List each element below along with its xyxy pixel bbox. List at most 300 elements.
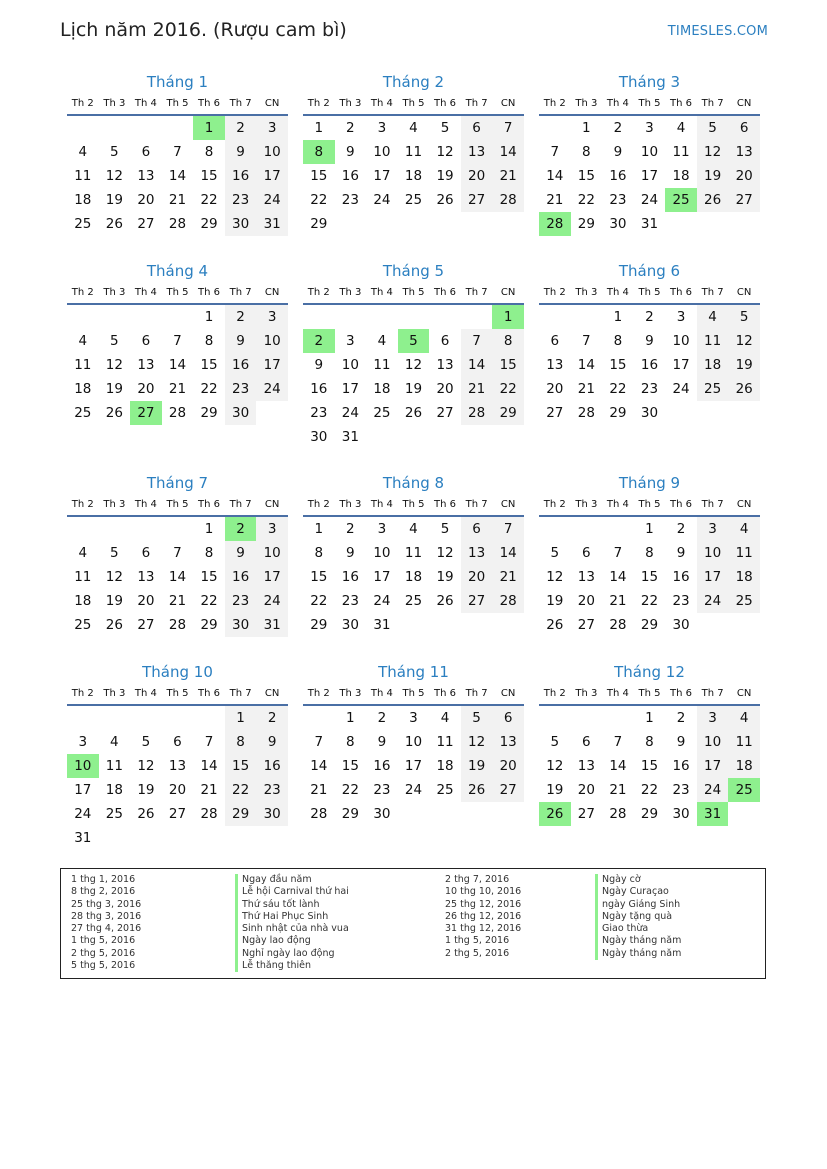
day-cell: 8 bbox=[613, 333, 623, 349]
day-cell: 18 bbox=[697, 353, 729, 377]
weekday-label: Th 3 bbox=[339, 499, 362, 510]
page-header bbox=[60, 19, 768, 47]
day-cell: 19 bbox=[461, 754, 493, 778]
day-cell: 9 bbox=[314, 357, 324, 373]
day-cell: 25 bbox=[373, 405, 391, 421]
empty-cell bbox=[429, 305, 461, 329]
day-cell: 21 bbox=[492, 565, 524, 589]
day-cell: 10 bbox=[697, 730, 729, 754]
day-cell: 28 bbox=[609, 806, 627, 822]
day-cell: 18 bbox=[728, 754, 760, 778]
day-cell: 10 bbox=[256, 541, 288, 565]
empty-cell bbox=[193, 826, 225, 850]
weekday-label: Th 6 bbox=[670, 98, 693, 109]
empty-cell bbox=[539, 706, 571, 730]
day-cell: 28 bbox=[200, 806, 218, 822]
day-cell: 23 bbox=[256, 778, 288, 802]
empty-cell bbox=[256, 826, 288, 850]
day-cell: 30 bbox=[310, 429, 328, 445]
weekday-label: CN bbox=[736, 688, 752, 699]
weekday-label: Th 7 bbox=[701, 98, 724, 109]
day-cell: 26 bbox=[436, 192, 454, 208]
holiday-day-cell: 25 bbox=[728, 778, 760, 802]
day-cell: 17 bbox=[256, 353, 288, 377]
page-title: Lịch năm 2016. (Rượu cam bì) bbox=[60, 19, 347, 41]
month-block bbox=[303, 663, 524, 826]
day-cell: 18 bbox=[672, 168, 690, 184]
day-cell: 29 bbox=[310, 216, 328, 232]
day-cell: 25 bbox=[728, 589, 760, 613]
day-cell: 20 bbox=[137, 192, 155, 208]
weekday-header bbox=[539, 496, 760, 517]
day-cell: 4 bbox=[728, 706, 760, 730]
day-cell: 23 bbox=[640, 381, 659, 397]
day-cell: 4 bbox=[728, 517, 760, 541]
day-cell: 12 bbox=[728, 329, 760, 353]
day-cell: 13 bbox=[728, 140, 760, 164]
day-cell: 15 bbox=[200, 357, 218, 373]
legend-date: 31 thg 12, 2016 bbox=[445, 923, 522, 935]
month-block bbox=[539, 73, 760, 236]
day-cell: 15 bbox=[200, 168, 218, 184]
day-cell: 20 bbox=[137, 381, 155, 397]
day-grid bbox=[303, 517, 524, 637]
day-cell: 15 bbox=[640, 758, 659, 774]
day-cell: 11 bbox=[672, 144, 690, 160]
day-cell: 18 bbox=[404, 569, 423, 585]
day-cell: 11 bbox=[74, 168, 92, 184]
weekday-label: Th 3 bbox=[339, 98, 362, 109]
day-cell: 27 bbox=[436, 405, 454, 421]
day-cell: 30 bbox=[225, 401, 257, 425]
weekday-label: Th 2 bbox=[543, 287, 566, 298]
weekday-label: Th 6 bbox=[434, 499, 457, 510]
month-block bbox=[67, 663, 288, 850]
weekday-label: Th 4 bbox=[606, 499, 629, 510]
day-cell: 9 bbox=[377, 734, 387, 750]
day-cell: 28 bbox=[609, 617, 627, 633]
empty-cell bbox=[99, 305, 131, 329]
day-cell: 14 bbox=[168, 168, 187, 184]
day-cell: 24 bbox=[256, 377, 288, 401]
day-cell: 12 bbox=[436, 144, 454, 160]
day-cell: 11 bbox=[728, 541, 760, 565]
month-block bbox=[303, 262, 524, 449]
day-cell: 16 bbox=[256, 754, 288, 778]
weekday-label: Th 4 bbox=[606, 688, 629, 699]
holiday-day-cell: 8 bbox=[303, 140, 335, 164]
weekday-label: Th 7 bbox=[701, 499, 724, 510]
weekday-label: Th 6 bbox=[198, 688, 221, 699]
day-cell: 11 bbox=[436, 734, 454, 750]
day-cell: 30 bbox=[225, 212, 257, 236]
day-cell: 19 bbox=[697, 164, 729, 188]
day-cell: 20 bbox=[728, 164, 760, 188]
weekday-label: Th 2 bbox=[71, 688, 94, 699]
day-cell: 4 bbox=[440, 710, 450, 726]
day-cell: 4 bbox=[110, 734, 119, 750]
weekday-label: Th 7 bbox=[229, 287, 252, 298]
day-cell: 3 bbox=[409, 710, 418, 726]
weekday-label: Th 6 bbox=[198, 499, 221, 510]
day-cell: 12 bbox=[105, 357, 123, 373]
day-cell: 9 bbox=[225, 541, 257, 565]
month-block bbox=[67, 73, 288, 236]
weekday-label: Th 2 bbox=[307, 98, 330, 109]
weekday-header bbox=[539, 95, 760, 116]
day-cell: 20 bbox=[461, 565, 493, 589]
day-cell: 18 bbox=[74, 381, 92, 397]
weekday-header bbox=[539, 685, 760, 706]
weekday-label: Th 2 bbox=[543, 98, 566, 109]
day-cell: 30 bbox=[640, 405, 659, 421]
day-cell: 10 bbox=[404, 734, 423, 750]
day-cell: 22 bbox=[225, 778, 257, 802]
day-cell: 21 bbox=[168, 593, 187, 609]
day-cell: 29 bbox=[200, 617, 218, 633]
weekday-label: Th 5 bbox=[166, 688, 189, 699]
weekday-label: Th 4 bbox=[370, 98, 393, 109]
day-cell: 12 bbox=[546, 758, 564, 774]
day-cell: 19 bbox=[436, 569, 454, 585]
day-cell: 16 bbox=[640, 357, 659, 373]
empty-cell bbox=[67, 305, 99, 329]
day-cell: 28 bbox=[168, 617, 187, 633]
weekday-label: Th 4 bbox=[134, 287, 157, 298]
empty-cell bbox=[398, 802, 430, 826]
day-cell: 14 bbox=[492, 140, 524, 164]
day-cell: 29 bbox=[310, 617, 328, 633]
day-cell: 9 bbox=[613, 144, 623, 160]
day-cell: 5 bbox=[550, 545, 560, 561]
holiday-legend bbox=[60, 868, 766, 979]
day-cell: 23 bbox=[225, 377, 257, 401]
day-cell: 20 bbox=[137, 593, 155, 609]
day-cell: 3 bbox=[377, 120, 387, 136]
day-cell: 8 bbox=[645, 545, 654, 561]
legend-holiday-name: ngày Giáng Sinh bbox=[595, 899, 681, 911]
day-cell: 11 bbox=[74, 569, 92, 585]
month-block bbox=[539, 262, 760, 425]
day-cell: 30 bbox=[225, 613, 257, 637]
day-cell: 26 bbox=[697, 188, 729, 212]
legend-date: 2 thg 7, 2016 bbox=[445, 874, 510, 885]
legend-holiday-name: Ngày cờ bbox=[595, 874, 681, 886]
day-cell: 11 bbox=[728, 730, 760, 754]
weekday-label: Th 2 bbox=[71, 98, 94, 109]
empty-cell bbox=[665, 212, 697, 236]
legend-holiday-name: Ngày lao động bbox=[235, 935, 349, 947]
weekday-label: Th 4 bbox=[370, 287, 393, 298]
day-grid bbox=[539, 706, 760, 826]
weekday-label: Th 7 bbox=[229, 499, 252, 510]
day-cell: 26 bbox=[436, 593, 454, 609]
day-cell: 27 bbox=[577, 806, 595, 822]
day-cell: 20 bbox=[577, 593, 595, 609]
day-cell: 14 bbox=[461, 353, 493, 377]
day-cell: 5 bbox=[141, 734, 151, 750]
day-cell: 5 bbox=[550, 734, 560, 750]
day-cell: 24 bbox=[373, 593, 391, 609]
day-cell: 16 bbox=[341, 569, 359, 585]
day-cell: 27 bbox=[577, 617, 595, 633]
day-cell: 2 bbox=[613, 120, 623, 136]
day-cell: 13 bbox=[492, 730, 524, 754]
weekday-label: Th 4 bbox=[606, 98, 629, 109]
day-cell: 25 bbox=[404, 593, 423, 609]
day-cell: 29 bbox=[492, 401, 524, 425]
weekday-label: Th 7 bbox=[465, 688, 488, 699]
day-cell: 14 bbox=[168, 569, 187, 585]
holiday-day-cell: 1 bbox=[193, 116, 225, 140]
empty-cell bbox=[398, 212, 430, 236]
empty-cell bbox=[602, 517, 634, 541]
empty-cell bbox=[728, 401, 760, 425]
day-cell: 2 bbox=[346, 521, 355, 537]
day-cell: 19 bbox=[105, 192, 123, 208]
empty-cell bbox=[130, 116, 162, 140]
day-cell: 19 bbox=[728, 353, 760, 377]
month-name: Tháng 9 bbox=[618, 474, 681, 492]
day-cell: 27 bbox=[137, 216, 155, 232]
day-cell: 4 bbox=[409, 521, 418, 537]
day-cell: 29 bbox=[640, 806, 659, 822]
legend-date: 2 thg 5, 2016 bbox=[71, 947, 136, 959]
day-cell: 20 bbox=[461, 164, 493, 188]
day-cell: 4 bbox=[78, 333, 88, 349]
weekday-label: Th 4 bbox=[134, 499, 157, 510]
day-cell: 16 bbox=[609, 168, 627, 184]
month-block bbox=[539, 663, 760, 826]
weekday-header bbox=[539, 284, 760, 305]
day-cell: 16 bbox=[373, 758, 391, 774]
day-cell: 19 bbox=[105, 381, 123, 397]
day-grid bbox=[67, 305, 288, 425]
day-cell: 17 bbox=[697, 754, 729, 778]
day-cell: 31 bbox=[373, 617, 391, 633]
empty-cell bbox=[130, 706, 162, 730]
legend-right-names bbox=[595, 874, 681, 960]
weekday-header bbox=[67, 685, 288, 706]
weekday-label: Th 6 bbox=[670, 499, 693, 510]
weekday-label: Th 5 bbox=[166, 287, 189, 298]
empty-cell bbox=[303, 305, 335, 329]
day-cell: 14 bbox=[609, 569, 627, 585]
day-cell: 7 bbox=[204, 734, 214, 750]
day-cell: 13 bbox=[137, 357, 155, 373]
empty-cell bbox=[67, 517, 99, 541]
day-cell: 2 bbox=[377, 710, 387, 726]
weekday-label: Th 6 bbox=[434, 287, 457, 298]
day-cell: 30 bbox=[373, 806, 391, 822]
day-cell: 10 bbox=[697, 541, 729, 565]
weekday-label: Th 7 bbox=[701, 688, 724, 699]
day-cell: 30 bbox=[609, 216, 627, 232]
day-cell: 7 bbox=[173, 545, 182, 561]
day-cell: 26 bbox=[105, 405, 123, 421]
day-cell: 29 bbox=[200, 216, 218, 232]
weekday-label: Th 4 bbox=[134, 98, 157, 109]
day-cell: 1 bbox=[645, 710, 654, 726]
day-cell: 27 bbox=[461, 589, 493, 613]
day-cell: 11 bbox=[373, 357, 391, 373]
weekday-header bbox=[303, 284, 524, 305]
day-cell: 25 bbox=[105, 806, 123, 822]
day-cell: 31 bbox=[74, 830, 92, 846]
day-cell: 10 bbox=[256, 140, 288, 164]
day-cell: 10 bbox=[672, 333, 690, 349]
day-cell: 24 bbox=[256, 188, 288, 212]
day-cell: 14 bbox=[546, 168, 564, 184]
legend-date: 27 thg 4, 2016 bbox=[71, 923, 142, 935]
legend-date: 10 thg 10, 2016 bbox=[445, 886, 522, 898]
month-name: Tháng 5 bbox=[382, 262, 445, 280]
weekday-label: CN bbox=[264, 98, 280, 109]
legend-date: 1 thg 1, 2016 bbox=[71, 874, 136, 885]
day-cell: 29 bbox=[341, 806, 359, 822]
day-cell: 6 bbox=[440, 333, 450, 349]
day-cell: 5 bbox=[461, 706, 493, 730]
day-cell: 2 bbox=[256, 706, 288, 730]
day-cell: 23 bbox=[225, 589, 257, 613]
day-cell: 3 bbox=[256, 517, 288, 541]
weekday-label: CN bbox=[500, 98, 516, 109]
legend-holiday-name: Nghỉ ngày lao động bbox=[235, 948, 349, 960]
day-cell: 17 bbox=[74, 782, 92, 798]
empty-cell bbox=[130, 305, 162, 329]
empty-cell bbox=[728, 212, 760, 236]
day-cell: 20 bbox=[436, 381, 454, 397]
day-cell: 14 bbox=[200, 758, 218, 774]
day-cell: 31 bbox=[640, 216, 659, 232]
day-cell: 18 bbox=[404, 168, 423, 184]
day-cell: 27 bbox=[461, 188, 493, 212]
empty-cell bbox=[398, 613, 430, 637]
day-cell: 15 bbox=[609, 357, 627, 373]
holiday-day-cell: 5 bbox=[398, 329, 430, 353]
empty-cell bbox=[366, 425, 398, 449]
day-cell: 10 bbox=[373, 545, 391, 561]
day-cell: 20 bbox=[577, 782, 595, 798]
day-cell: 24 bbox=[341, 405, 359, 421]
weekday-label: Th 7 bbox=[229, 98, 252, 109]
day-cell: 9 bbox=[225, 140, 257, 164]
day-cell: 6 bbox=[582, 734, 591, 750]
weekday-label: CN bbox=[500, 499, 516, 510]
legend-holiday-name: Lễ thăng thiên bbox=[235, 960, 349, 972]
day-cell: 22 bbox=[341, 782, 359, 798]
day-cell: 31 bbox=[341, 429, 359, 445]
day-cell: 26 bbox=[461, 778, 493, 802]
day-cell: 3 bbox=[78, 734, 88, 750]
day-cell: 27 bbox=[168, 806, 187, 822]
day-cell: 29 bbox=[225, 802, 257, 826]
day-cell: 26 bbox=[546, 617, 564, 633]
site-link[interactable]: TIMESLES.COM bbox=[667, 24, 768, 39]
legend-holiday-name: Ngày Curaçao bbox=[595, 886, 681, 898]
day-cell: 14 bbox=[310, 758, 328, 774]
day-cell: 17 bbox=[256, 164, 288, 188]
day-cell: 25 bbox=[74, 405, 92, 421]
day-cell: 29 bbox=[577, 216, 595, 232]
day-cell: 15 bbox=[341, 758, 359, 774]
day-cell: 23 bbox=[373, 782, 391, 798]
day-cell: 21 bbox=[168, 381, 187, 397]
day-cell: 1 bbox=[314, 521, 324, 537]
day-cell: 6 bbox=[173, 734, 182, 750]
day-cell: 3 bbox=[697, 706, 729, 730]
empty-cell bbox=[366, 305, 398, 329]
day-grid bbox=[539, 517, 760, 637]
day-cell: 22 bbox=[200, 381, 218, 397]
month-name: Tháng 6 bbox=[618, 262, 681, 280]
day-cell: 13 bbox=[137, 168, 155, 184]
day-cell: 15 bbox=[310, 569, 328, 585]
day-cell: 1 bbox=[645, 521, 654, 537]
day-cell: 24 bbox=[697, 589, 729, 613]
day-cell: 12 bbox=[105, 168, 123, 184]
empty-cell bbox=[335, 305, 367, 329]
day-cell: 1 bbox=[613, 309, 623, 325]
day-cell: 18 bbox=[74, 192, 92, 208]
empty-cell bbox=[492, 425, 524, 449]
day-cell: 9 bbox=[225, 329, 257, 353]
holiday-day-cell: 27 bbox=[130, 401, 162, 425]
month-block bbox=[303, 73, 524, 236]
day-cell: 8 bbox=[204, 333, 214, 349]
day-cell: 6 bbox=[492, 706, 524, 730]
legend-left-dates bbox=[71, 874, 141, 972]
day-cell: 5 bbox=[728, 305, 760, 329]
day-cell: 14 bbox=[609, 758, 627, 774]
day-cell: 13 bbox=[546, 357, 564, 373]
day-cell: 26 bbox=[404, 405, 423, 421]
empty-cell bbox=[162, 305, 194, 329]
weekday-label: Th 3 bbox=[339, 287, 362, 298]
legend-date: 1 thg 5, 2016 bbox=[445, 935, 510, 947]
day-cell: 16 bbox=[225, 565, 257, 589]
legend-date: 28 thg 3, 2016 bbox=[71, 910, 142, 922]
day-cell: 1 bbox=[204, 309, 214, 325]
day-cell: 21 bbox=[168, 192, 187, 208]
weekday-label: Th 3 bbox=[103, 98, 126, 109]
day-cell: 28 bbox=[492, 589, 524, 613]
day-cell: 21 bbox=[609, 593, 627, 609]
legend-holiday-name: Sinh nhật của nhà vua bbox=[235, 923, 349, 935]
day-cell: 22 bbox=[310, 593, 328, 609]
day-cell: 12 bbox=[137, 758, 155, 774]
day-cell: 4 bbox=[78, 545, 88, 561]
month-name: Tháng 2 bbox=[382, 73, 445, 91]
empty-cell bbox=[398, 425, 430, 449]
legend-holiday-name: Ngày tháng năm bbox=[595, 948, 681, 960]
weekday-label: Th 3 bbox=[103, 287, 126, 298]
day-cell: 6 bbox=[141, 144, 151, 160]
day-cell: 21 bbox=[609, 782, 627, 798]
day-cell: 7 bbox=[173, 144, 182, 160]
day-cell: 24 bbox=[697, 778, 729, 802]
legend-holiday-name: Thứ Hai Phục Sinh bbox=[235, 911, 349, 923]
holiday-day-cell: 26 bbox=[539, 802, 571, 826]
day-cell: 7 bbox=[314, 734, 324, 750]
weekday-label: Th 5 bbox=[402, 499, 425, 510]
day-cell: 3 bbox=[645, 120, 654, 136]
day-cell: 25 bbox=[436, 782, 454, 798]
day-cell: 30 bbox=[672, 617, 690, 633]
month-name: Tháng 1 bbox=[146, 73, 209, 91]
day-cell: 13 bbox=[577, 758, 595, 774]
day-cell: 13 bbox=[461, 541, 493, 565]
